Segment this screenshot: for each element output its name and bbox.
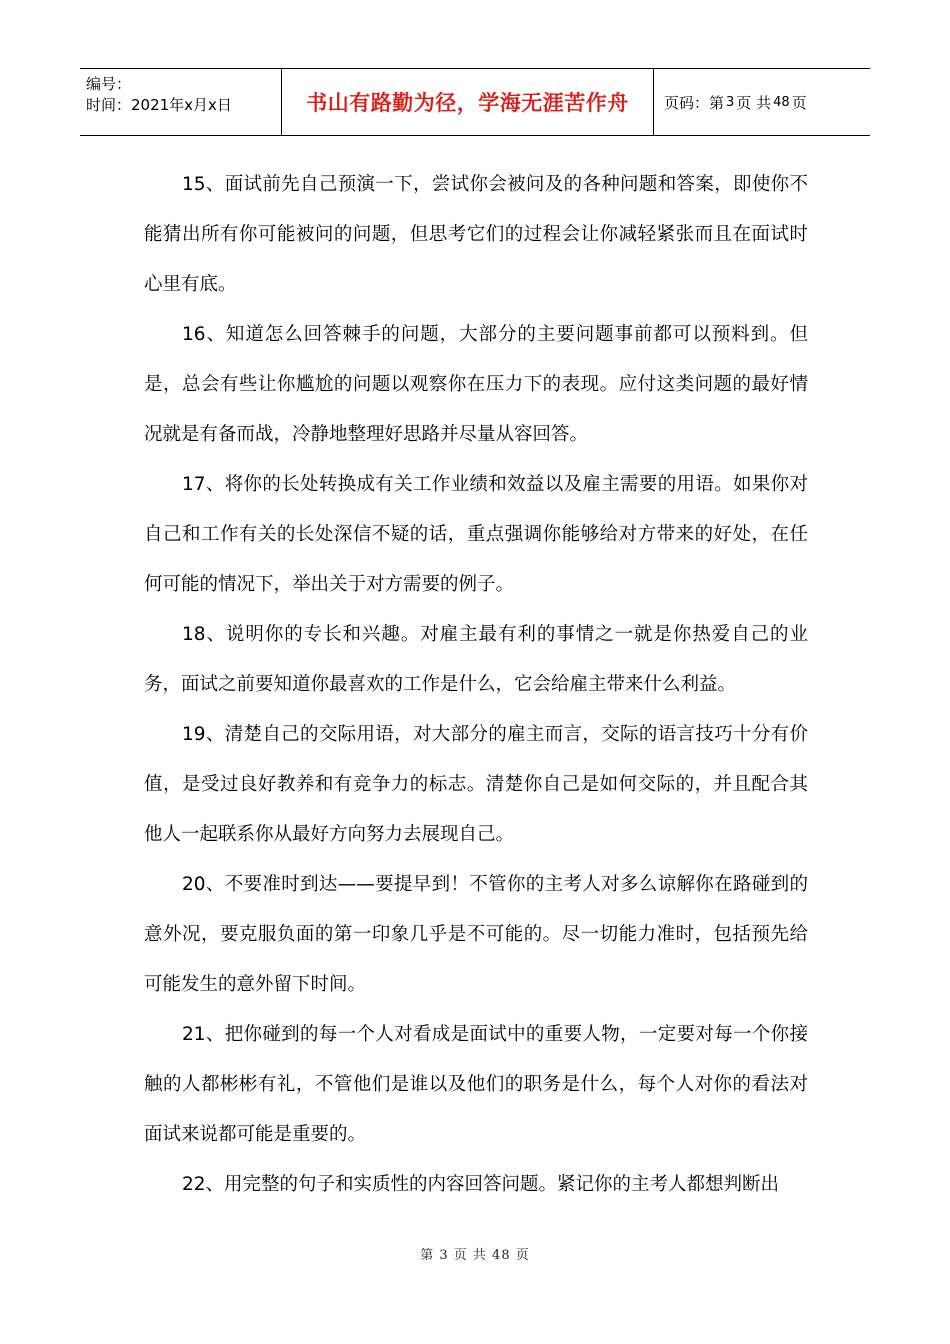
page-label-suffix: 页 [791,93,807,112]
document-body [144,160,808,1210]
paragraph-19: 19、清楚自己的交际用语，对大部分的雇主而言，交际的语言技巧十分有价值，是受过良好教养和有竞争力的标志。清楚你自己是如何交际的，并且配合其他人一起联系你从最好方向努力去展现自己。 [144,724,808,845]
paragraph-17: 17、将你的长处转换成有关工作业绩和效益以及雇主需要的用语。如果你对自己和工作有关的长处深信不疑的话，重点强调你能够给对方带来的好处，在任何可能的情况下，举出关于对方需要的例子。 [144,474,808,595]
paragraph-18: 18、说明你的专长和兴趣。对雇主最有利的事情之一就是你热爱自己的业务，面试之前要知道你最喜欢的工作是什么，它会给雇主带来什么利益。 [144,624,808,695]
paragraph-21: 21、把你碰到的每一个人对看成是面试中的重要人物，一定要对每一个你接触的人都彬彬有礼，不管他们是谁以及他们的职务是什么，每个人对你的看法对面试来说都可能是重要的。 [144,1024,808,1145]
header-page-info [654,69,870,135]
page-header [80,68,870,136]
doc-number-label: 编号： [86,75,132,93]
paragraph-15: 15、面试前先自己预演一下，尝试你会被问及的各种问题和答案，即使你不能猜出所有你可能被问的问题，但思考它们的过程会让你减轻紧张而且在面试时心里有底。 [144,174,808,295]
paragraph-22: 22、用完整的句子和实质性的内容回答问题。紧记你的主考人都想判断出 [182,1174,780,1195]
page-current: 3 [726,94,735,110]
header-motto: 书山有路勤为径，学海无涯苦作舟 [282,69,654,135]
page-total: 48 [773,94,790,110]
page-label-prefix: 页码：第 [664,93,725,112]
page-footer: 第 3 页 共 48 页 [420,1248,530,1263]
paragraph-16: 16、知道怎么回答棘手的问题，大部分的主要问题事前都可以预料到。但是，总会有些让你尴尬的问题以观察你在压力下的表现。应付这类问题的最好情况就是有备而战，冷静地整理好思路并尽量从容回答。 [144,324,808,445]
paragraph-20: 20、不要准时到达——要提早到！不管你的主考人对多么谅解你在路碰到的意外况，要克服负面的第一印象几乎是不可能的。尽一切能力准时，包括预先给可能发生的意外留下时间。 [144,874,808,995]
header-meta [80,69,282,135]
time-label: 时间：2021年x月x日 [86,96,232,114]
page-label-mid: 页 共 [736,93,772,112]
